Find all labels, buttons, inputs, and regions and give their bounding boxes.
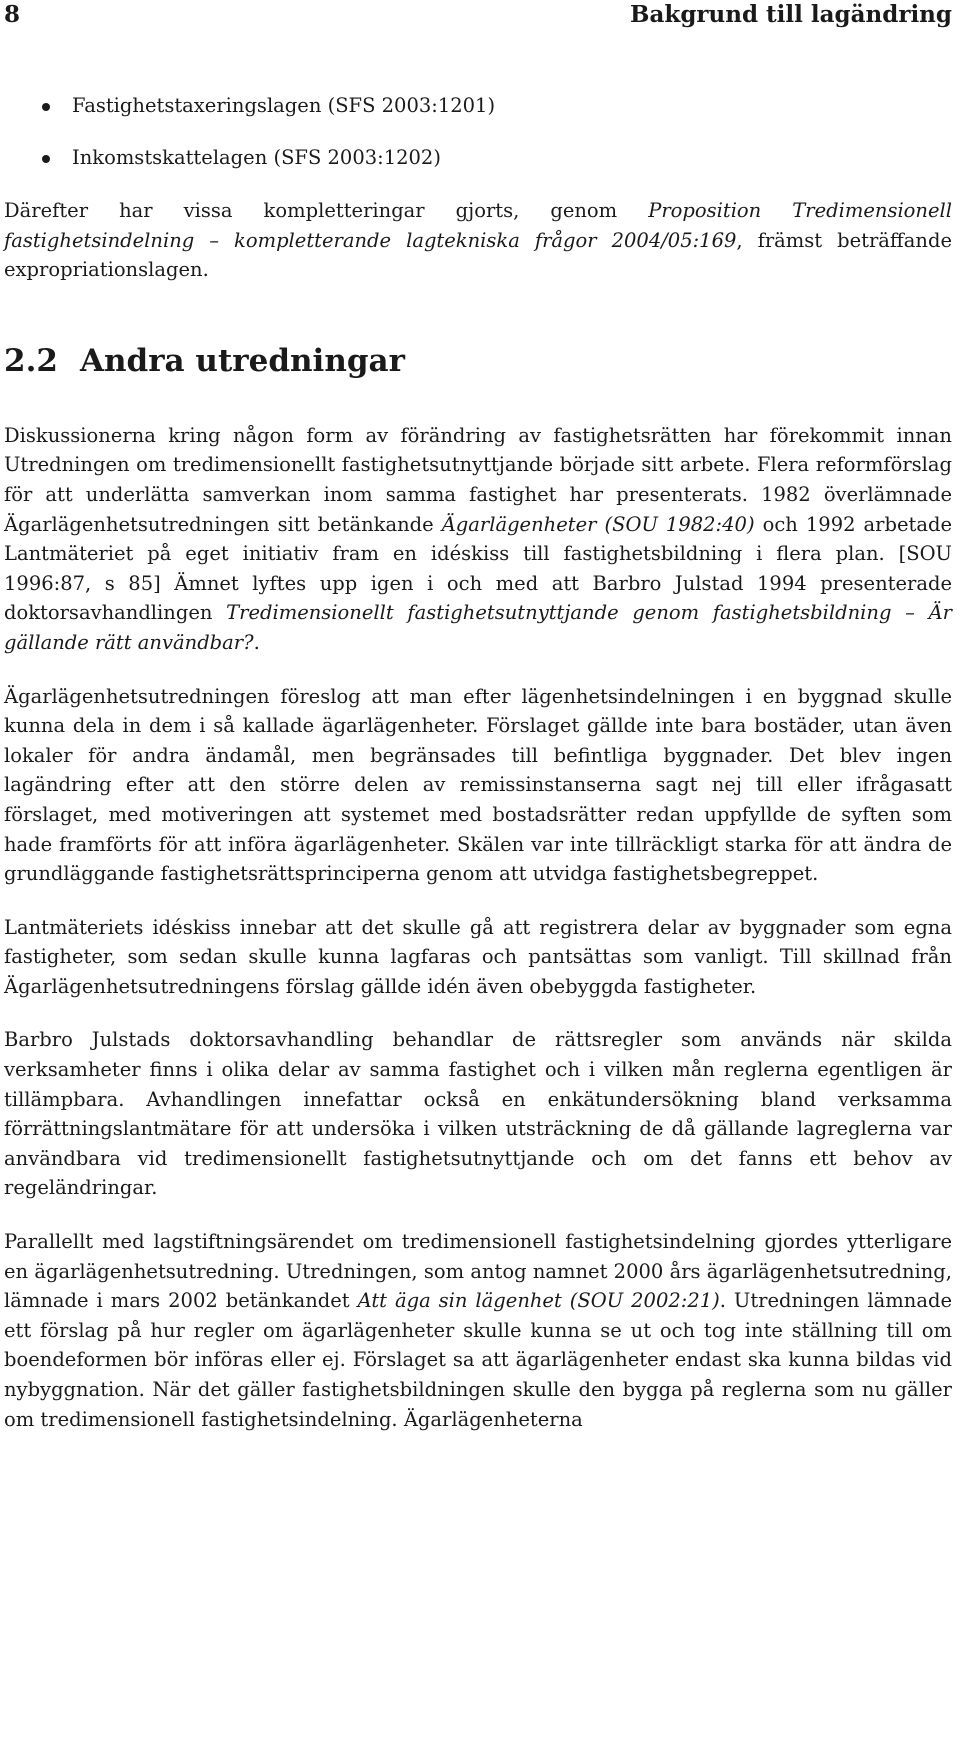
bullet-icon bbox=[42, 155, 50, 163]
list-item-text: Fastighetstaxeringslagen (SFS 2003:1201) bbox=[72, 94, 496, 117]
paragraph-1-text-3: . bbox=[253, 630, 260, 654]
list-item-text: Inkomstskattelagen (SFS 2003:1202) bbox=[72, 146, 441, 169]
paragraph-1 bbox=[4, 421, 952, 658]
section-heading bbox=[4, 341, 952, 381]
page-number: 8 bbox=[4, 1, 21, 28]
list-item bbox=[42, 92, 952, 120]
intro-paragraph bbox=[4, 196, 952, 285]
section-title: Andra utredningar bbox=[79, 342, 405, 379]
section-number: 2.2 bbox=[4, 342, 58, 379]
running-header bbox=[4, 0, 952, 34]
intro-text: Därefter har vissa kompletteringar gjorts, genom bbox=[4, 199, 649, 222]
paragraph-4: Barbro Julstads doktorsavhandling behandlar de rättsregler som används när skilda verksamheter finns i olika delar av samma fastighet och i vilken mån reglerna egentligen är tillämpbara. Avhandlingen innefattar också en enkätundersökning bland verksamma förrättningslantmätare för att undersöka i vilken utsträckning de då gällande lagreglerna var användbara vid tredimensionellt fastighetsutnyttjande och om det fanns ett behov av regeländringar. bbox=[4, 1028, 952, 1200]
report-title: Ägarlägenheter (SOU 1982:40) bbox=[441, 512, 755, 536]
bullet-icon bbox=[42, 103, 50, 111]
list-item bbox=[42, 144, 952, 172]
paragraph-1-text: Diskussionerna kring någon form av förändring av fastighetsrätten har förekommit innan Utredningen om tredimensionellt fastighetsutnyttjande började sitt arbete. Flera reformförslag för att underlätta samverkan inom samma fastighet har presenterats. 1982 överlämnade Ägarlägenhetsutredningen sitt betänkande bbox=[4, 423, 952, 536]
paragraph-5-text-2: . Utredningen lämnade ett förslag på hur regler om ägarlägenheter skulle kunna se ut och tog inte ställning till om boendeformen bör införas eller ej. Förslaget sa att ägarlägenheter endast ska kunna bildas vid nybyggnation. När det gäller fastighetsbildningen skulle den bygga på reglerna som nu gäller om tredimensionell fastighetsindelning. Ägarlägenheterna bbox=[4, 1289, 952, 1431]
proposition-title: Proposition Tredimensionell fastighetsindelning – kompletterande lagtekniska frågor 2004/05:169 bbox=[4, 199, 952, 252]
thesis-title: Tredimensionellt fastighetsutnyttjande genom fastighetsbildning – Är gällande rätt användbar? bbox=[4, 601, 952, 654]
report-title-2: Att äga sin lägenhet (SOU 2002:21) bbox=[357, 1289, 720, 1313]
paragraph-3: Lantmäteriets idéskiss innebar att det skulle gå att registrera delar av byggnader som egna fastigheter, som sedan skulle kunna lagfaras och pantsättas som vanligt. Till skillnad från Ägarlägenhetsutredningens förslag gällde idén även obebyggda fastigheter. bbox=[4, 915, 952, 998]
paragraph-5-text: Parallellt med lagstiftningsärendet om tredimensionell fastighetsindelning gjordes ytterligare en ägarlägenhetsutredning. Utredningen, som antog namnet 2000 års ägarlägenhetsutredning, lämnade i mars 2002 betänkandet bbox=[4, 1230, 952, 1313]
intro-text-end: , främst beträffande expropriationslagen. bbox=[4, 228, 952, 282]
paragraph-2: Ägarlägenhetsutredningen föreslog att man efter lägenhetsindelningen i en byggnad skulle kunna dela in dem i så kallade ägarlägenheter. Förslaget gällde inte bara bostäder, utan även lokaler för andra ändamål, men begränsades till befintliga byggnader. Det blev ingen lagändring efter att den större delen av remissinstanserna sagt nej till eller ifrågasatt förslaget, med motiveringen att systemet med bostadsrätter redan uppfyllde de syften som hade framförts för att införa ägarlägenheter. Skälen var inte tillräckligt starka för att ändra de grundläggande fastighetsrättsprinciperna genom att utvidga fastighetsbegreppet. bbox=[4, 684, 952, 886]
paragraph-5 bbox=[4, 1227, 952, 1434]
chapter-title: Bakgrund till lagändring bbox=[630, 1, 952, 28]
law-list bbox=[4, 92, 952, 172]
paragraph-1-text-2: och 1992 arbetade Lantmäteriet på eget initiativ fram en idéskiss till fastighetsbildning i flera plan. [SOU 1996:87, s 85] Ämnet lyftes upp igen i och med att Barbro Julstad 1994 presenterade doktorsavhandlingen bbox=[4, 512, 953, 625]
